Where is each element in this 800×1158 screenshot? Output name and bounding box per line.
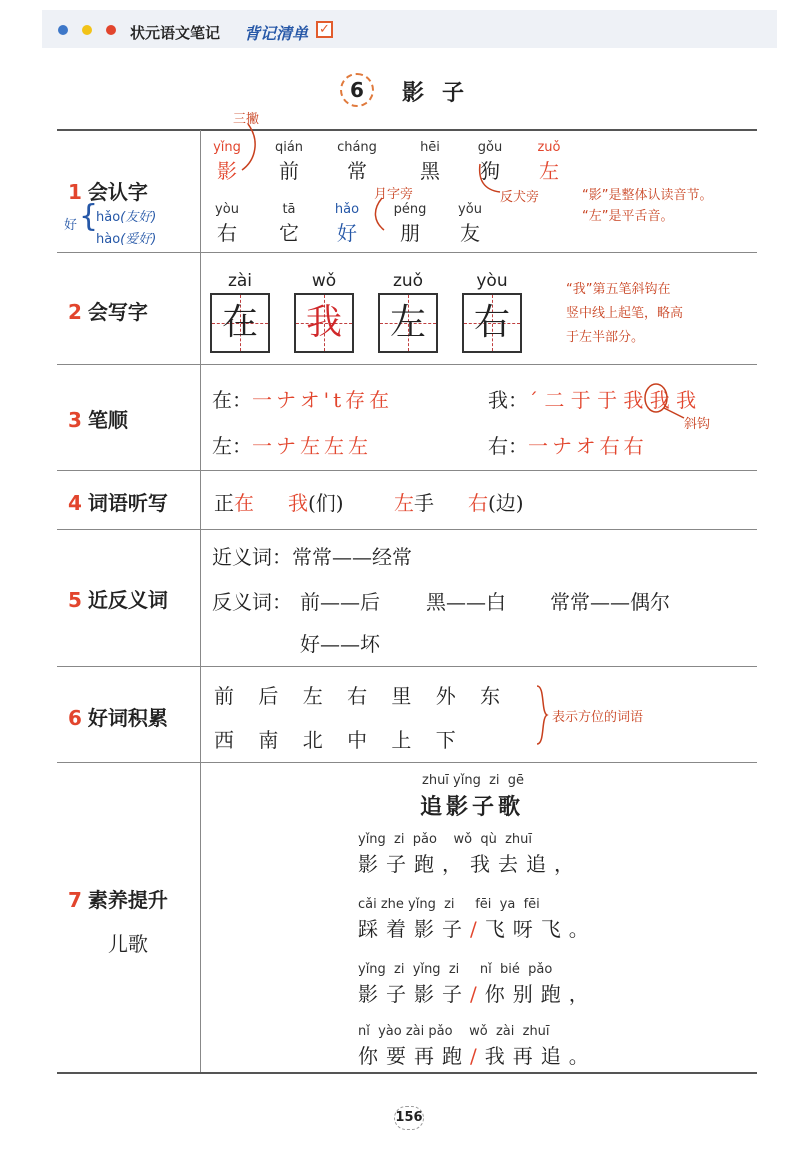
stroke-order-zai: 在：一ナオ't存在 — [212, 388, 394, 412]
char-hanzi: 右 — [217, 221, 237, 245]
write-char: 左 — [389, 302, 426, 343]
row-divider — [57, 252, 757, 253]
row-divider — [57, 666, 757, 667]
note-wo-1: “我”第五笔斜钩在 — [566, 282, 671, 297]
char-hanzi: 友 — [460, 221, 480, 245]
char-pinyin: hǎo — [334, 202, 360, 217]
char-hanzi: 它 — [279, 221, 299, 245]
section-3-label: 3 笔顺 — [68, 408, 128, 432]
section-5-label: 5 近反义词 — [68, 588, 168, 612]
table-top-rule — [57, 129, 757, 131]
char-pinyin: hēi — [420, 140, 440, 155]
write-char: 右 — [473, 302, 510, 343]
writing-grid-box — [462, 293, 522, 353]
char-hanzi: 影 — [217, 159, 237, 183]
poem-line-pinyin: yǐng zi yǐng zi nǐ bié pǎo — [358, 962, 553, 977]
writing-grid-box — [210, 293, 270, 353]
antonym-1: 前——后 — [300, 590, 380, 614]
write-char-pinyin: yòu — [476, 271, 508, 291]
char-pinyin: qián — [274, 140, 304, 155]
duoyin-char: 好 — [64, 218, 78, 233]
antonym-4: 好——坏 — [300, 632, 380, 656]
char-pinyin: péng — [393, 202, 427, 217]
antonym-2: 黑——白 — [426, 590, 506, 614]
antonyms-label: 反义词： — [212, 590, 292, 614]
dictation-word-3: 左手 — [394, 491, 434, 515]
section-6-label: 6 好词积累 — [68, 706, 168, 730]
char-pinyin: yòu — [215, 202, 239, 217]
section-7-label: 7 素养提升 — [68, 888, 168, 912]
section-1-label: 1 会认字 — [68, 180, 148, 204]
stroke-order-you: 右：一ナオ右右 — [488, 434, 648, 458]
direction-words-1: 前 后 左 右 里 外 东 — [214, 684, 501, 708]
note-wo-3: 于左半部分。 — [566, 330, 645, 345]
section-2-label: 2 会写字 — [68, 300, 148, 324]
note-fanquanpang: 反犬旁 — [500, 190, 540, 205]
check-icon: ✓ — [316, 21, 333, 38]
write-char-pinyin: zuǒ — [392, 271, 424, 291]
stroke-order-wo: 我：ˊ 二 于 于 我 我 我 — [488, 388, 697, 412]
synonyms: 近义词：常常——经常 — [212, 545, 412, 569]
write-char-pinyin: wǒ — [311, 271, 337, 291]
writing-grid-box — [294, 293, 354, 353]
char-hanzi: 狗 — [480, 159, 500, 183]
antonym-3: 常常——偶尔 — [550, 590, 670, 614]
section-4-label: 4 词语听写 — [68, 491, 168, 515]
poem-line: 影子跑，我去追， — [358, 852, 582, 876]
duoyin-1: hǎo(友好) — [96, 210, 157, 225]
poem-line-pinyin: yǐng zi pǎo wǒ qù zhuī — [358, 832, 532, 847]
page-number: 156 — [394, 1106, 424, 1130]
dictation-word-2: 我(们) — [288, 491, 344, 515]
red-dot-icon — [106, 25, 116, 35]
poem-line-pinyin: cǎi zhe yǐng zi fēi ya fēi — [358, 897, 540, 912]
note-xiegou: 斜钩 — [684, 417, 711, 432]
note-yuezipang: 月字旁 — [374, 187, 414, 202]
stroke-order-zuo: 左：一ナ左左左 — [212, 434, 372, 458]
note-wo-2: 竖中线上起笔，略高 — [566, 306, 684, 321]
annotation-arrow — [368, 196, 398, 236]
brace-icon — [535, 684, 549, 746]
poem-title-pinyin: zhuī yǐng zi gē — [422, 773, 525, 788]
brace-icon: { — [79, 199, 99, 234]
char-hanzi: 黑 — [420, 159, 440, 183]
note-zhengti: “影”是整体认读音节。 — [582, 188, 713, 203]
column-divider — [200, 130, 201, 1072]
yellow-dot-icon — [82, 25, 92, 35]
char-pinyin: zuǒ — [537, 140, 561, 155]
char-hanzi: 好 — [337, 221, 357, 245]
dictation-word-1: 正在 — [214, 491, 254, 515]
write-char: 我 — [305, 302, 342, 343]
write-char-pinyin: zài — [227, 271, 253, 291]
char-pinyin: cháng — [337, 140, 377, 155]
note-pingshe: “左”是平舌音。 — [582, 209, 674, 224]
duoyin-2: hào(爱好) — [96, 232, 157, 247]
writing-grid-box — [378, 293, 438, 353]
char-pinyin: gǒu — [477, 140, 503, 155]
char-pinyin: yǐng — [213, 140, 241, 155]
direction-words-2: 西 南 北 中 上 下 — [214, 728, 456, 752]
write-char: 在 — [221, 302, 258, 343]
row-divider — [57, 762, 757, 763]
char-hanzi: 朋 — [400, 221, 420, 245]
char-hanzi: 前 — [279, 159, 299, 183]
poem-line: 你要再跑/我再追。 — [358, 1044, 597, 1068]
dictation-word-4: 右(边) — [468, 491, 524, 515]
note-sanpie: 三撇 — [233, 112, 260, 127]
char-hanzi: 左 — [539, 159, 559, 183]
lesson-number: 6 — [340, 73, 374, 107]
poem-title: 追影子歌 — [420, 794, 525, 820]
blue-dot-icon — [58, 25, 68, 35]
table-bottom-rule — [57, 1072, 757, 1074]
annotation-arrow — [470, 160, 506, 200]
row-divider — [57, 470, 757, 471]
poem-line: 影子影子/你别跑， — [358, 982, 597, 1006]
note-direction: 表示方位的词语 — [552, 710, 644, 725]
row-divider — [57, 364, 757, 365]
header-tag: 背记清单 — [244, 24, 309, 43]
section-7-sub: 儿歌 — [108, 932, 148, 956]
char-pinyin: yǒu — [458, 202, 482, 217]
char-pinyin: tā — [282, 202, 296, 217]
poem-line: 踩着影子/飞呀飞。 — [358, 917, 597, 941]
row-divider — [57, 529, 757, 530]
header-brand: 状元语文笔记 — [130, 24, 221, 42]
lesson-title: 影子 — [402, 81, 483, 106]
annotation-circle — [640, 380, 690, 424]
poem-line-pinyin: nǐ yào zài pǎo wǒ zài zhuī — [358, 1024, 550, 1039]
char-hanzi: 常 — [347, 159, 367, 183]
